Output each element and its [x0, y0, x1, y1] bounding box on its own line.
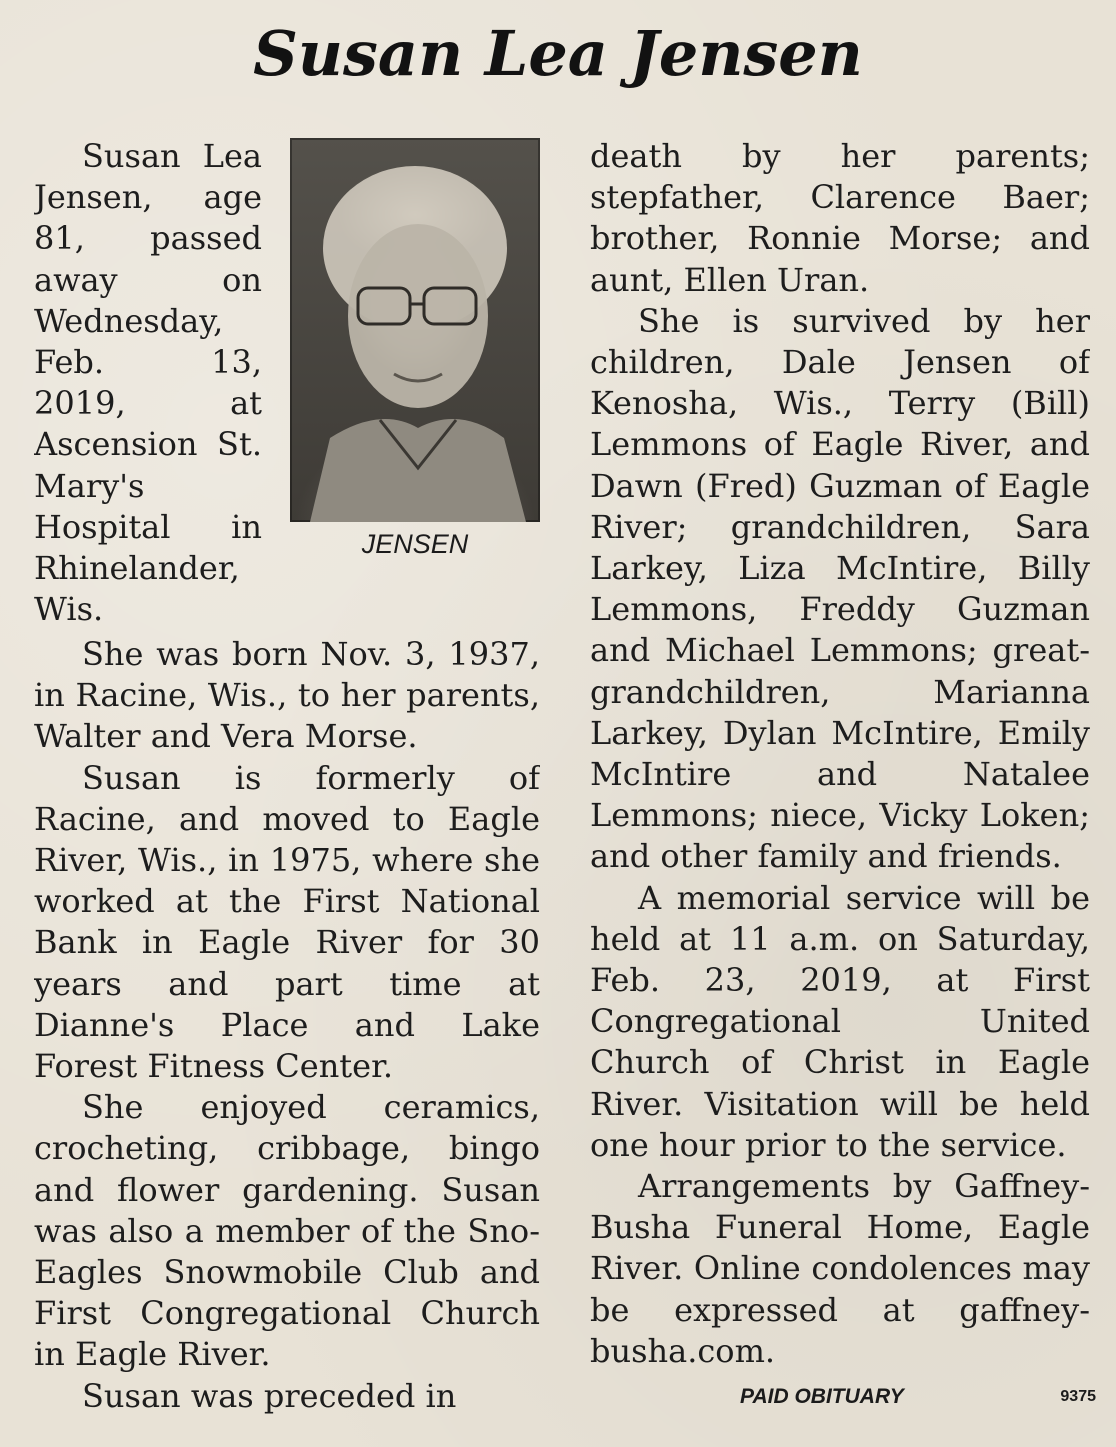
paragraph-survivors: She is survived by her children, Dale Jensen of Kenosha, Wis., Terry (Bill) Lemmons of Eagle River, and Dawn (Fred) Guzman of Eagle River; grandchildren, Sara Larkey, Liza McIntire, Billy Lemmons, Freddy Guzman and Michael Lemmons; great-grandchildren, Marianna Larkey, Dylan McIntire, Emily McIntire and Natalee Lemmons; niece, Vicky Loken; and other family and friends.	[590, 301, 1090, 876]
paragraph-arrangements: Arrangements by Gaffney-Busha Funeral Home, Eagle River. Online condolences may be expressed at gaffney-busha.com.	[590, 1167, 1090, 1370]
paragraph-memorial-service: A memorial service will be held at 11 a.m. on Saturday, Feb. 23, 2019, at First Congregational United Church of Christ in Eagle River. Visitation will be held one hour prior to the service.	[590, 878, 1090, 1164]
paragraph-preceded-continued: death by her parents; stepfather, Clarence Baer; brother, Ronnie Morse; and aunt, Ellen Uran.	[590, 137, 1090, 299]
portrait-illustration	[290, 138, 540, 522]
paragraph-preceded: Susan was preceded in	[82, 1376, 457, 1415]
paragraph-birth: She was born Nov. 3, 1937, in Racine, Wis., to her parents, Walter and Vera Morse.	[34, 635, 540, 756]
right-column	[590, 136, 1090, 1374]
ad-number: 9375	[1060, 1388, 1096, 1405]
paragraph-hobbies: She enjoyed ceramics, crocheting, cribbage, bingo and flower gardening. Susan was also a member of the Sno-Eagles Snowmobile Club and First Congregational Church in Eagle River.	[34, 1088, 540, 1374]
paid-obituary-label: PAID OBITUARY	[740, 1385, 904, 1408]
left-column-bottom	[34, 634, 540, 1430]
left-column-top	[34, 136, 262, 630]
shirt-shape	[310, 419, 526, 522]
paragraph-career: Susan is formerly of Racine, and moved to Eagle River, Wis., in 1975, where she worked at the First National Bank in Eagle River for 30 years and part time at Dianne's Place and Lake Forest Fitness Center.	[34, 758, 540, 1086]
paragraph-intro: Susan Lea Jensen, age 81, passed away on Wednesday, Feb. 13, 2019, at Ascension St. Mary's Hospital in Rhinelander, Wis.	[34, 137, 262, 629]
obituary-title: Susan Lea Jensen	[253, 17, 863, 90]
photo-caption: JENSEN	[361, 529, 469, 559]
portrait-photo	[290, 138, 540, 522]
